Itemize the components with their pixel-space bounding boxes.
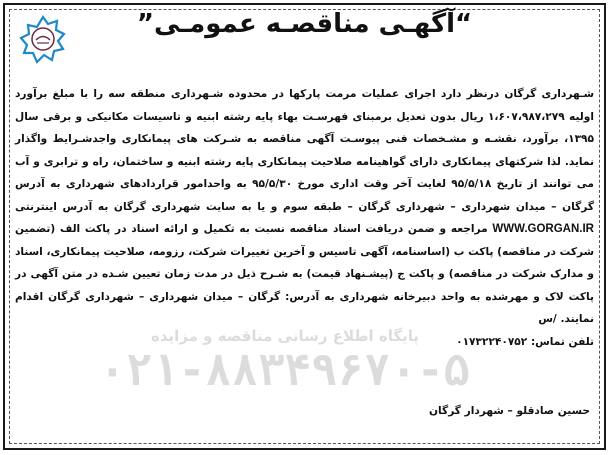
watermark-phone: ۰۲۱-۸۸۳۴۹۶۷۰-۵ — [99, 345, 470, 396]
tender-ad-frame — [3, 3, 606, 450]
contact-phone: تلفن تماس: ۰۱۷۳۲۲۴۰۷۵۲ — [456, 335, 594, 348]
watermark-text: پایگاه اطلاع رسانی مناقصه و مزایده — [151, 327, 419, 345]
website-link[interactable]: WWW.GORGAN.IR — [492, 223, 594, 235]
ad-body — [15, 83, 594, 353]
ad-paragraph-continued: مراجعه و ضمن دریافت اسناد مناقصه نسبت به تکمیل و ارائه اسناد در پاکت الف (تضمین شرکت در مناقصه) پاکت ب (اساسنامه، آگهی تاسیس و آخرین تغییرات شرکت، رزومه، صلاحیت پیمانکاری، اسناد و مدارک شرکت در مناقصه) و پاکت ج (پیشـنهاد قیمت) به شـرح ذیل در مدت زمان تعیین شـده در متن آگهی در پاکت لاک و مهرشده به واحد دبیرخانه شهرداری به آدرس: گرگان – میدان شهرداری – شهرداری گرگان اقدام نمایند. /س — [15, 223, 594, 325]
ad-paragraph — [15, 83, 594, 331]
ad-title: ”آگهـی مناقصـه عمومـی“ — [136, 9, 473, 39]
signature: حسین صادقلو – شهردار گرگان — [429, 405, 590, 417]
ad-paragraph-main: شـهرداری گرگان درنظر دارد اجرای عملیات مرمت پارکها در محدوده شـهرداری منطقه سه را با مبلغ برآورد اولیه ۱،۶۰۷،۹۸۷،۲۷۹ ریال بدون تعدیل برمبنای فهرسـت بهاء پایه رشته ابنیه و تاسیسات مکانیکی و برقی سال ۱۳۹۵، برآورد، نقشـه و مشـخصات فنی پیوسـت آگهی مناقصه به شـرکت های پیمانکاری واجدشـرایط واگذار نماید. لذا شرکتهای پیمانکاری دارای گواهینامه صلاحیت پیمانکاری پایه رشته ابنیه و ساختمان، راه و ترابری و آب می توانند از تاریخ ۹۵/۵/۱۸ لغایت آخر وقت اداری مورخ ۹۵/۵/۳۰ به واحدامور قراردادهای شهرداری به آدرس گرگان – میدان شهرداری – شهرداری گرگان – طبقه سوم و یا به سایت شهرداری گرگان به آدرس اینترنتی — [15, 88, 595, 213]
